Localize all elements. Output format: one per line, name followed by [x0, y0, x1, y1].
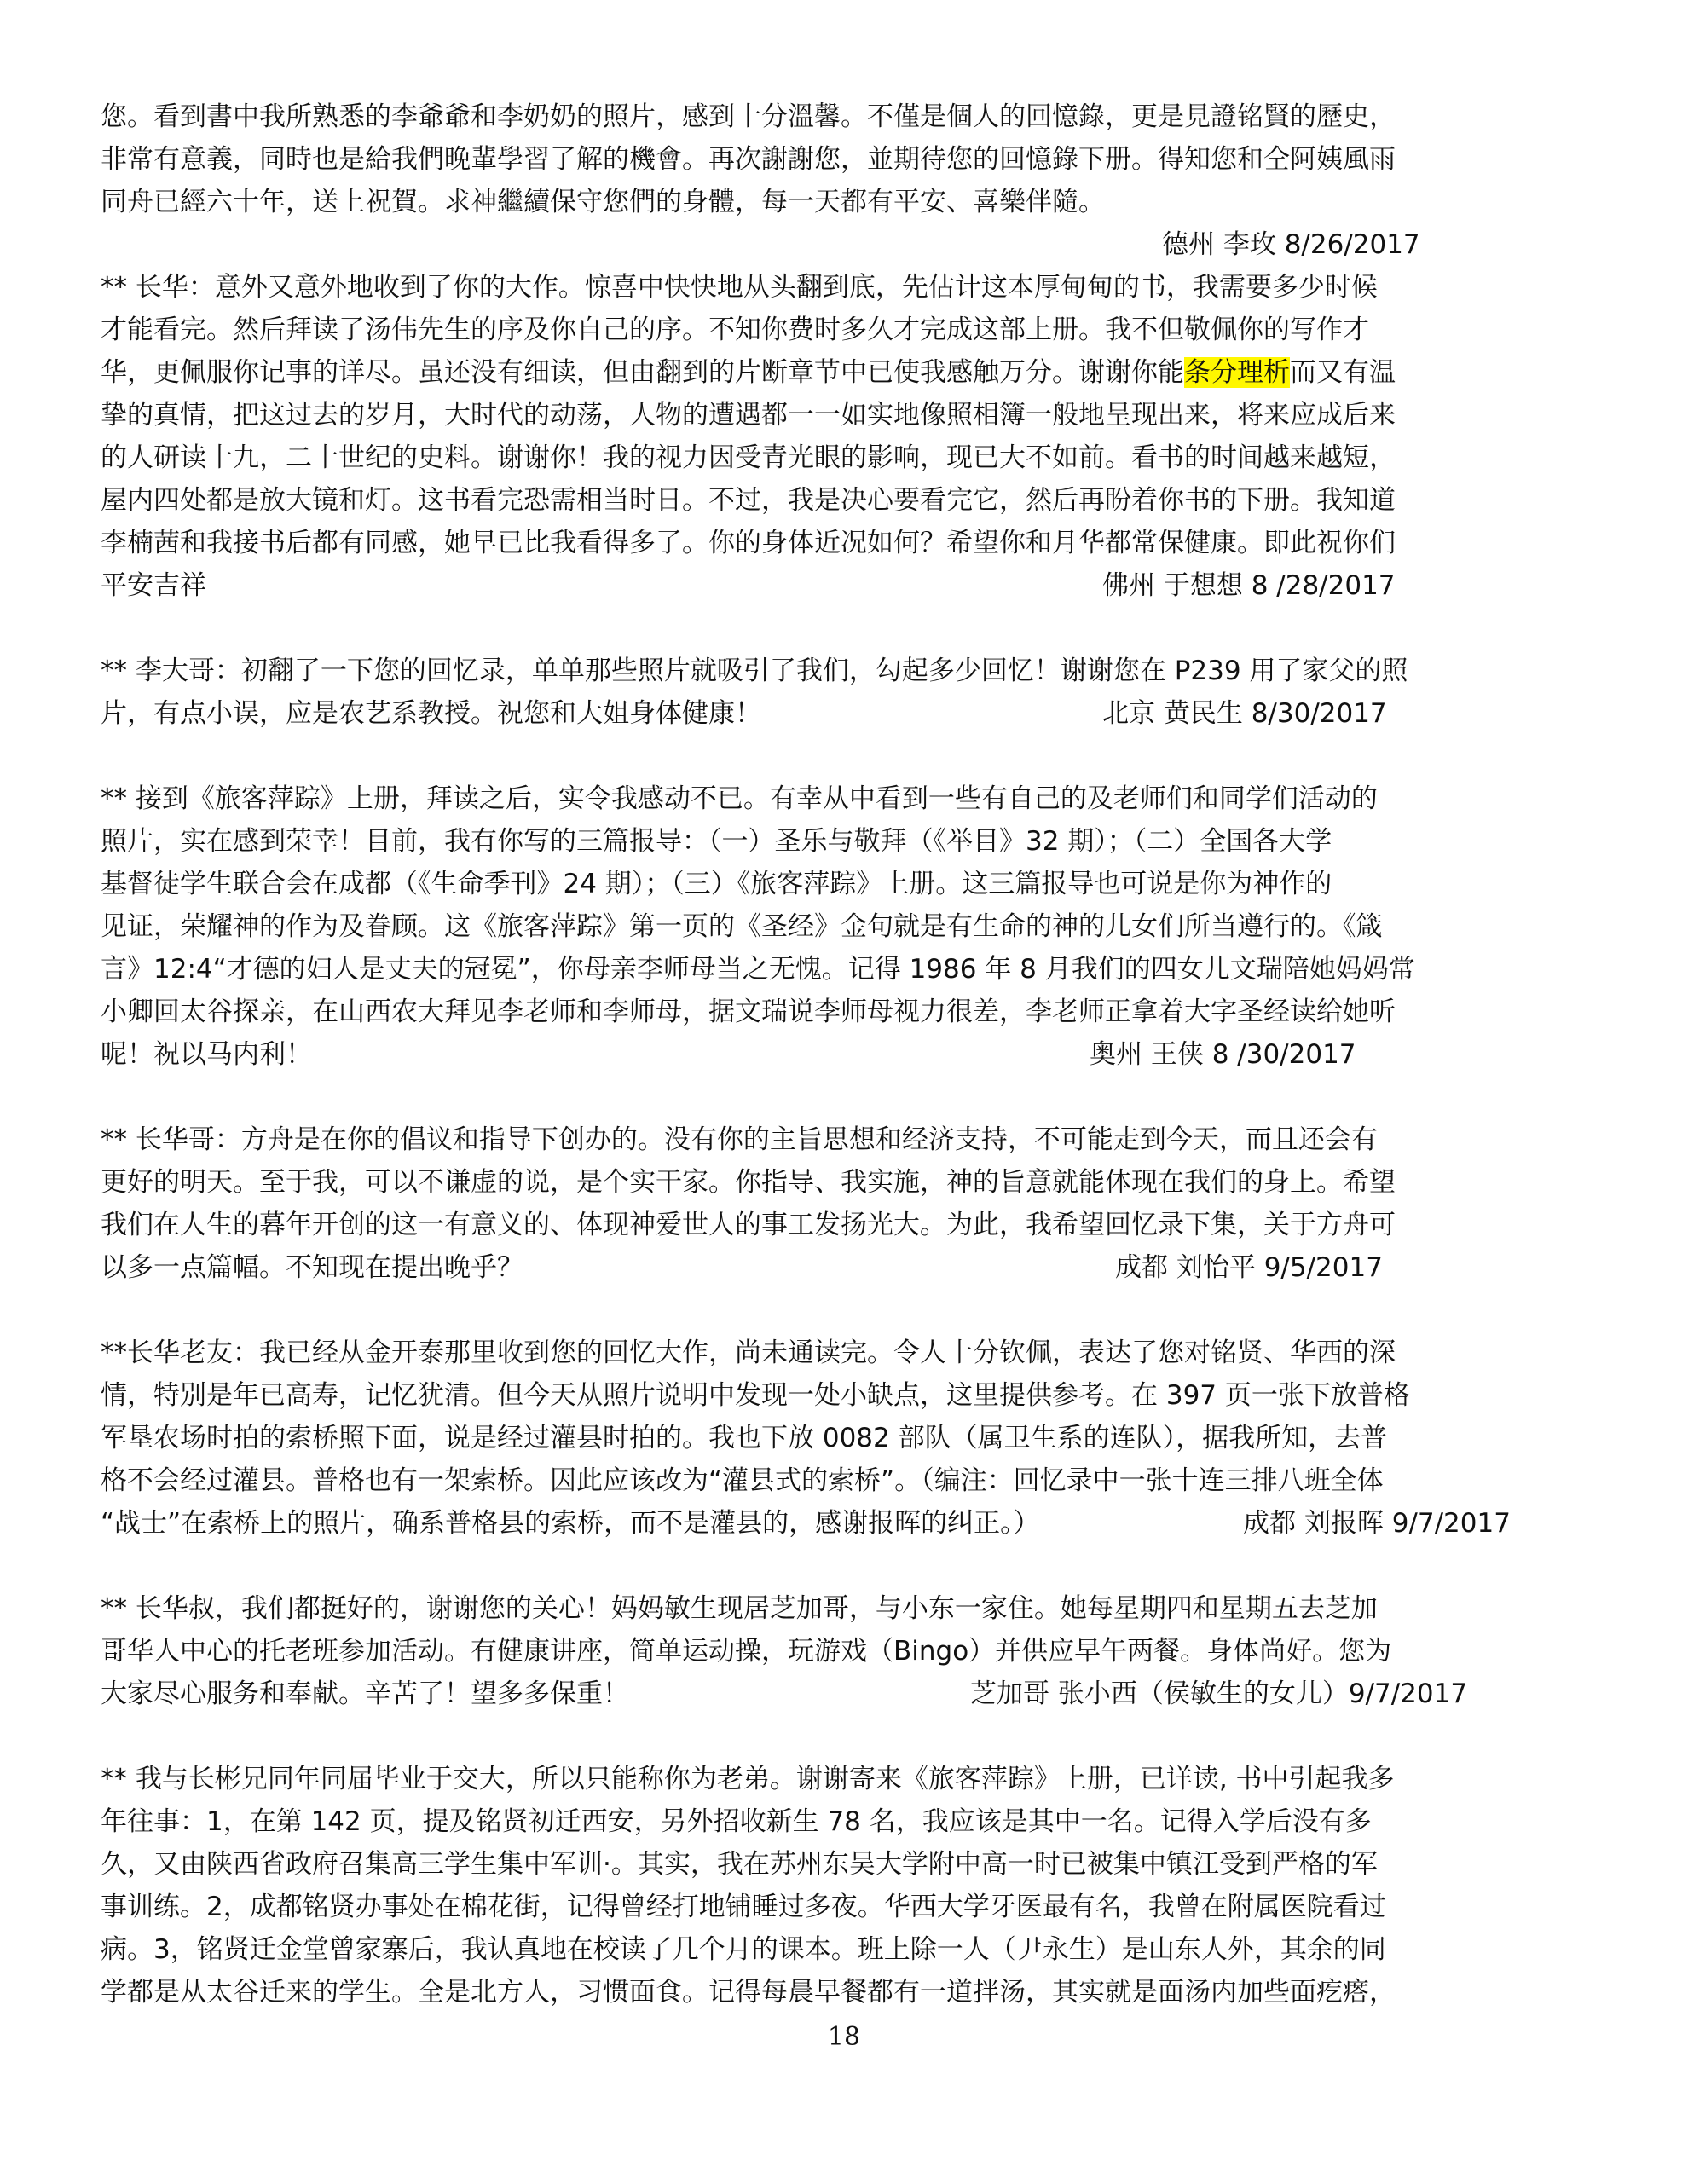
highlighted-text: 条分理析: [1184, 357, 1290, 388]
letter-entry-2: [101, 266, 1588, 607]
text-line: 非常有意義，同時也是給我們晚輩學習了解的機會。再次謝謝您，並期待您的回憶錄下册。得知您和仝阿姨風雨: [101, 144, 1396, 175]
signature: 北京 黄民生 8/30/2017: [1102, 698, 1387, 729]
text-line-with-highlight: [101, 351, 1588, 394]
text-line: ** 我与长彬兄同年同届毕业于交大，所以只能称你为老弟。谢谢寄来《旅客萍踪》上册，已详读, 书中引起我多: [101, 1764, 1395, 1794]
spacer: [101, 735, 1588, 777]
text-line: 才能看完。然后拜读了汤伟先生的序及你自己的序。不知你费时多久才完成这部上册。我不但敬佩你的写作才: [101, 315, 1369, 345]
spacer: [101, 1715, 1588, 1758]
text-line-with-signature: [101, 1033, 1588, 1076]
text-segment: 片，有点小误，应是农艺系教授。祝您和大姐身体健康！: [101, 698, 761, 729]
signature: 奥州 王侠 8 /30/2017: [1090, 1039, 1356, 1070]
text-line: ** 长华：意外又意外地收到了你的大作。惊喜中快快地从头翻到底，先估计这本厚甸甸的书，我需要多少时候: [101, 272, 1378, 303]
text-line-with-signature: [101, 1673, 1588, 1715]
spacer: [101, 1076, 1588, 1118]
text-line: 基督徒学生联合会在成都（《生命季刊》24 期）；（三）《旅客萍踪》上册。这三篇报导也可说是你为神作的: [101, 869, 1332, 899]
letter-entry-7: [101, 1587, 1588, 1715]
letter-entry-1: [101, 95, 1588, 266]
spacer: [101, 1545, 1588, 1587]
text-segment: 以多一点篇幅。不知现在提出晚乎？: [101, 1252, 523, 1283]
text-line-with-signature: [101, 1246, 1588, 1289]
text-line: 更好的明天。至于我，可以不谦虚的说，是个实干家。你指导、我实施，神的旨意就能体现在我们的身上。希望: [101, 1167, 1396, 1198]
text-line: 情，特别是年已高寿，记忆犹清。但今天从照片说明中发现一处小缺点，这里提供参考。在 397 页一张下放普格: [101, 1380, 1410, 1411]
text-line: 同舟已經六十年，送上祝賀。求神繼續保守您們的身體，每一天都有平安、喜樂伴隨。: [101, 187, 1105, 217]
letter-entry-6: [101, 1332, 1588, 1545]
signature: 成都 刘报晖 9/7/2017: [1243, 1508, 1511, 1539]
text-segment: 平安吉祥: [101, 570, 206, 601]
signature: 佛州 于想想 8 /28/2017: [1102, 570, 1396, 601]
page-number: 18: [827, 2022, 861, 2052]
text-line: 挚的真情，把这过去的岁月，大时代的动荡，人物的遭遇都一一如实地像照相簿一般地呈现出来，将来应成后来: [101, 400, 1396, 430]
text-line: 哥华人中心的托老班参加活动。有健康讲座，简单运动操，玩游戏（Bingo）并供应早午两餐。身体尚好。您为: [101, 1636, 1392, 1667]
text-line: ** 接到《旅客萍踪》上册，拜读之后，实令我感动不已。有幸从中看到一些有自己的及老师们和同学们活动的: [101, 783, 1378, 814]
text-line: ** 李大哥：初翻了一下您的回忆录，单单那些照片就吸引了我们，勾起多少回忆！谢谢您在 P239 用了家父的照: [101, 656, 1408, 686]
text-line: 见证，荣耀神的作为及眷顾。这《旅客萍踪》第一页的《圣经》金句就是有生命的神的儿女们所当遵行的。《箴: [101, 911, 1383, 942]
spacer: [101, 607, 1588, 650]
text-segment: 华，更佩服你记事的详尽。虽还没有细读，但由翻到的片断章节中已使我感触万分。谢谢你能: [101, 357, 1184, 388]
text-line: 学都是从太谷迁来的学生。全是北方人，习惯面食。记得每晨早餐都有一道拌汤，其实就是面汤内加些面疙瘩，: [101, 1977, 1396, 2008]
spacer: [101, 1289, 1588, 1332]
text-line: 格不会经过灌县。普格也有一架索桥。因此应该改为“灌县式的索桥”。（编注：回忆录中一张十连三排八班全体: [101, 1465, 1384, 1496]
letter-entry-4: [101, 777, 1588, 1076]
text-line: 事训练。2，成都铭贤办事处在棉花街，记得曾经打地铺睡过多夜。华西大学牙医最有名，我曾在附属医院看过: [101, 1892, 1386, 1922]
signature: 芝加哥 张小西（侯敏生的女儿）9/7/2017: [970, 1678, 1468, 1709]
text-line: 言》12:4“才德的妇人是丈夫的冠冕”，你母亲李师母当之无愧。记得 1986 年 8 月我们的四女儿文瑞陪她妈妈常: [101, 954, 1415, 985]
signature: 德州 李玫 8/26/2017: [1162, 229, 1420, 260]
letter-entry-8: [101, 1758, 1588, 2014]
text-segment: 呢！祝以马内利！: [101, 1039, 312, 1070]
text-line-with-signature: [101, 1502, 1588, 1545]
text-line-with-signature: [101, 564, 1588, 607]
text-line: 病。3，铭贤迁金堂曾家寨后，我认真地在校读了几个月的课本。班上除一人（尹永生）是山东人外，其余的同: [101, 1934, 1386, 1965]
text-line: 小卿回太谷探亲，在山西农大拜见李老师和李师母，据文瑞说李师母视力很差，李老师正拿着大字圣经读给她听: [101, 997, 1396, 1027]
text-line-with-signature: [101, 692, 1588, 735]
text-segment: 而又有温: [1290, 357, 1396, 388]
text-line: 久，又由陕西省政府召集高三学生集中军训·。其实，我在苏州东吴大学附中高一时已被集中镇江受到严格的军: [101, 1849, 1378, 1880]
text-line: ** 长华叔，我们都挺好的，谢谢您的关心！妈妈敏生现居芝加哥，与小东一家住。她每星期四和星期五去芝加: [101, 1593, 1378, 1624]
text-line: ** 长华哥：方舟是在你的倡议和指导下创办的。没有你的主旨思想和经济支持，不可能走到今天，而且还会有: [101, 1124, 1378, 1155]
text-line: 您。看到書中我所熟悉的李爺爺和李奶奶的照片，感到十分溫馨。不僅是個人的回憶錄，更是見證铭賢的歷史，: [101, 101, 1396, 132]
letters-body: [101, 95, 1588, 2014]
text-line: 的人研读十九，二十世纪的史料。谢谢你！我的视力因受青光眼的影响，现已大不如前。看书的时间越来越短，: [101, 442, 1396, 473]
letter-entry-3: [101, 650, 1588, 735]
text-line: 军垦农场时拍的索桥照下面，说是经过灌县时拍的。我也下放 0082 部队（属卫生系的连队），据我所知，去普: [101, 1423, 1388, 1453]
letter-entry-5: [101, 1118, 1588, 1289]
text-line: 李楠茜和我接书后都有同感，她早已比我看得多了。你的身体近况如何？希望你和月华都常保健康。即此祝你们: [101, 528, 1396, 558]
text-line: 屋内四处都是放大镜和灯。这书看完恐需相当时日。不过，我是决心要看完它，然后再盼着你书的下册。我知道: [101, 485, 1396, 516]
text-line: 年往事：1，在第 142 页，提及铭贤初迁西安，另外招收新生 78 名，我应该是其中一名。记得入学后没有多: [101, 1806, 1372, 1837]
text-segment: “战士”在索桥上的照片，确系普格县的索桥，而不是灌县的，感谢报晖的纠正。）: [101, 1508, 1040, 1539]
text-line: 我们在人生的暮年开创的这一有意义的、体现神爱世人的事工发扬光大。为此，我希望回忆录下集，关于方舟可: [101, 1210, 1396, 1240]
text-segment: 大家尽心服务和奉献。辛苦了！望多多保重！: [101, 1678, 629, 1709]
text-line: **长华老友：我已经从金开泰那里收到您的回忆大作，尚未通读完。令人十分钦佩，表达了您对铭贤、华西的深: [101, 1338, 1396, 1368]
signature: 成都 刘怡平 9/5/2017: [1115, 1252, 1383, 1283]
text-line: 照片，实在感到荣幸！目前，我有你写的三篇报导：（一）圣乐与敬拜（《举目》32 期）；（二）全国各大学: [101, 826, 1332, 857]
